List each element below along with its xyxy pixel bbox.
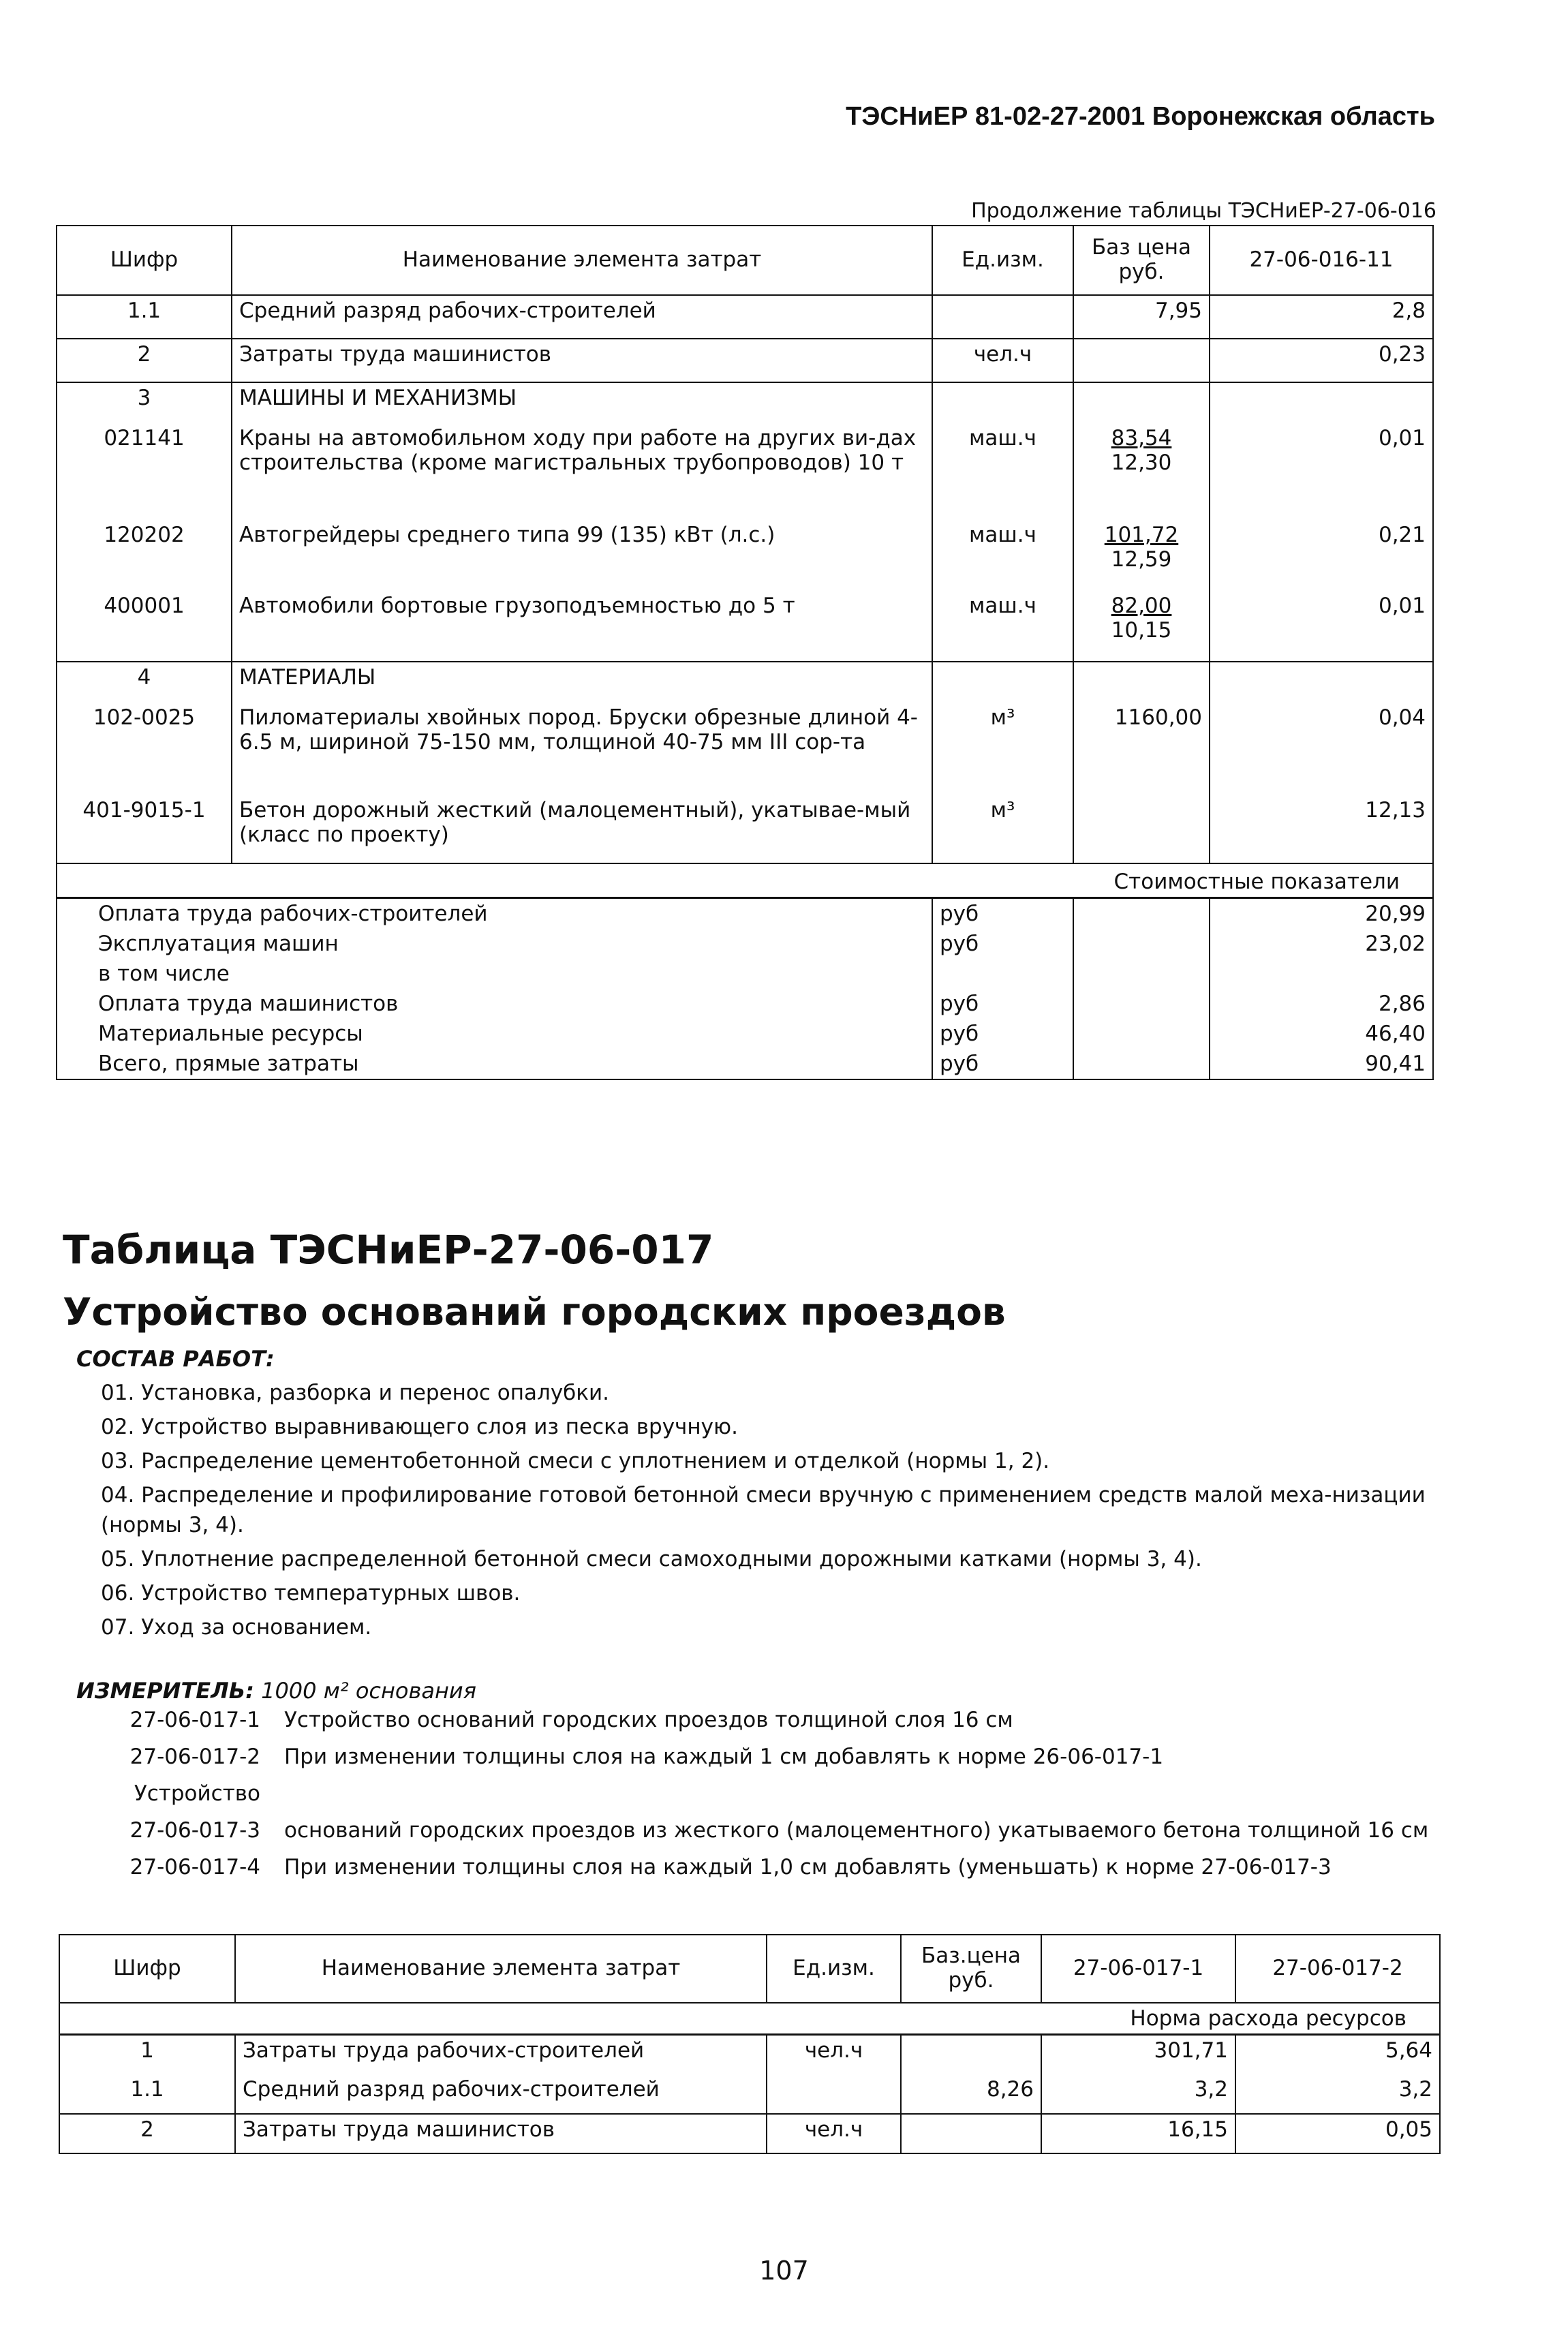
norm-code-row: 27-06-017-2 При изменении толщины слоя на каждый 1 см добавлять к норме 26-06-017-1 xyxy=(129,1745,1164,1769)
table-section-row: 3 МАШИНЫ И МЕХАНИЗМЫ xyxy=(57,382,1433,423)
norm-code-row: 27-06-017-4 При изменении толщины слоя на каждый 1,0 см добавлять (уменьшать) к норме 27-06-017-3 xyxy=(129,1855,1332,1879)
table-row: 2 Затраты труда машинистов чел.ч 0,23 xyxy=(57,339,1433,382)
table-27-06-017 xyxy=(59,1934,1441,2154)
table-row: 1 Затраты труда рабочих-строителей чел.ч 301,71 5,64 xyxy=(59,2035,1440,2074)
table-header-row xyxy=(57,226,1433,295)
col-name: Наименование элемента затрат xyxy=(232,226,932,295)
totals-row: Эксплуатация машин руб 23,02 xyxy=(57,929,1433,959)
norm-caption-row: Норма расхода ресурсов xyxy=(59,2003,1440,2035)
table-row: 1.1 Средний разряд рабочих-строителей 8,26 3,2 3,2 xyxy=(59,2074,1440,2114)
table-row: 120202 Автогрейдеры среднего типа 99 (135) кВт (л.с.) маш.ч 101,72 12,59 0,21 xyxy=(57,520,1433,591)
col-price: Баз.цена руб. xyxy=(901,1935,1041,2003)
col-unit: Ед.изм. xyxy=(767,1935,901,2003)
col-name: Наименование элемента затрат xyxy=(235,1935,767,2003)
work-composition-list xyxy=(101,1378,1436,1646)
cost-caption-row: Стоимостные показатели xyxy=(57,863,1433,897)
measure-line xyxy=(76,1678,476,1704)
table-section-row: 4 МАТЕРИАЛЫ xyxy=(57,662,1433,703)
list-item: 01. Установка, разборка и перенос опалубки. xyxy=(101,1381,610,1405)
page-number: 107 xyxy=(759,2256,809,2286)
totals-row: Материальные ресурсы руб 46,40 xyxy=(57,1019,1433,1049)
col-norm: 27-06-016-11 xyxy=(1210,226,1433,295)
list-item: 07. Уход за основанием. xyxy=(101,1615,372,1640)
table-row: 021141 Краны на автомобильном ходу при работе на других ви-дах строительства (кроме магистральных трубопроводов) 10 т маш.ч 83,54 12,30 0,01 xyxy=(57,423,1433,520)
list-item: 05. Уплотнение распределенной бетонной смеси самоходными дорожными катками (нормы 3, 4). xyxy=(101,1547,1202,1571)
col-norm-2: 27-06-017-2 xyxy=(1235,1935,1440,2003)
list-item: 06. Устройство температурных швов. xyxy=(101,1581,521,1606)
list-item: 03. Распределение цементобетонной смеси с уплотнением и отделкой (нормы 1, 2). xyxy=(101,1449,1050,1473)
list-item: 04. Распределение и профилирование готовой бетонной смеси вручную с применением средств малой меха-низации (нормы 3, 4). xyxy=(101,1483,1426,1537)
col-price: Баз цена руб. xyxy=(1073,226,1210,295)
col-code: Шифр xyxy=(57,226,232,295)
list-item: 02. Устройство выравнивающего слоя из песка вручную. xyxy=(101,1415,738,1439)
table-continuation-caption: Продолжение таблицы ТЭСНиЕР-27-06-016 xyxy=(971,199,1436,223)
table-row: 1.1 Средний разряд рабочих-строителей 7,95 2,8 xyxy=(57,295,1433,339)
table-subtitle: Устройство оснований городских проездов xyxy=(63,1290,1006,1334)
work-composition-label: СОСТАВ РАБОТ: xyxy=(76,1346,275,1372)
norm-code-row: Устройство xyxy=(134,1781,260,1806)
totals-row: в том числе xyxy=(57,959,1433,989)
table-row: 401-9015-1 Бетон дорожный жесткий (малоцементный), укатывае-мый (класс по проекту) м³ 12,13 xyxy=(57,795,1433,863)
measure-value: 1000 м² основания xyxy=(261,1678,476,1704)
measure-label: ИЗМЕРИТЕЛЬ: xyxy=(76,1678,254,1704)
col-unit: Ед.изм. xyxy=(932,226,1073,295)
norm-codes-list xyxy=(63,1707,1439,1891)
table-title: Таблица ТЭСНиЕР-27-06-017 xyxy=(63,1227,714,1273)
table-27-06-016 xyxy=(56,225,1434,1080)
totals-row: Оплата труда рабочих-строителей руб 20,99 xyxy=(57,897,1433,929)
totals-row: Оплата труда машинистов руб 2,86 xyxy=(57,989,1433,1019)
table-row: 2 Затраты труда машинистов чел.ч 16,15 0,05 xyxy=(59,2114,1440,2153)
col-code: Шифр xyxy=(59,1935,235,2003)
table-row: 102-0025 Пиломатериалы хвойных пород. Бруски обрезные длиной 4-6.5 м, шириной 75-150 мм, толщиной 40-75 мм III сор-та м³ 1160,00 0,04 xyxy=(57,703,1433,795)
page-header: ТЭСНиЕР 81-02-27-2001 Воронежская область xyxy=(846,102,1435,131)
col-norm-1: 27-06-017-1 xyxy=(1041,1935,1235,2003)
norm-code-row: 27-06-017-1 Устройство оснований городских проездов толщиной слоя 16 см xyxy=(129,1708,1013,1732)
norm-code-row: 27-06-017-3 оснований городских проездов из жесткого (малоцементного) укатываемого бетона толщиной 16 см xyxy=(129,1818,1429,1843)
table-header-row xyxy=(59,1935,1440,2003)
totals-row: Всего, прямые затраты руб 90,41 xyxy=(57,1049,1433,1079)
table-row: 400001 Автомобили бортовые грузоподъемностью до 5 т маш.ч 82,00 10,15 0,01 xyxy=(57,591,1433,662)
